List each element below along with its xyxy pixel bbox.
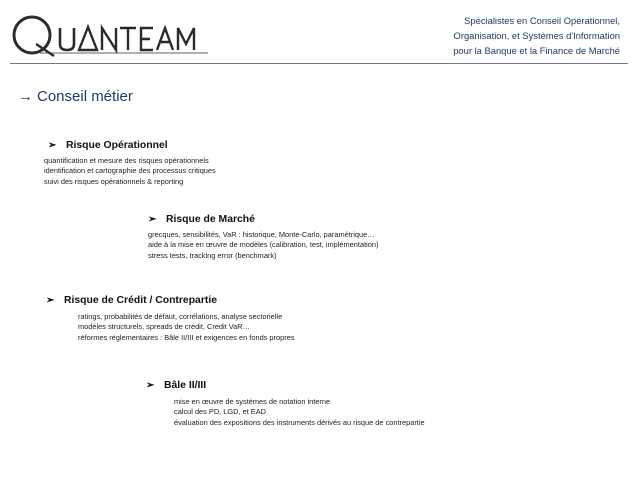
section-line: calcul des PD, LGD, et EAD [174,407,267,417]
section-risque-de-marche [148,212,378,261]
section-title-label: Risque de Crédit / Contrepartie [64,295,217,306]
header-divider [10,63,628,64]
arrow-bullet-icon: ➢ [48,140,57,151]
tagline-line: pour la Banque et la Finance de Marché [453,45,620,56]
section-title-label: Risque de Marché [166,214,255,225]
arrow-bullet-icon: ➢ [148,214,157,225]
section-line: stress tests, tracking error (benchmark) [148,250,277,260]
section-line: quantification et mesure des risques opérationnels [44,156,209,165]
section-risque-operationnel [44,138,216,187]
section-line: évaluation des expositions des instruments dérivés au risque de contrepartie [174,417,425,427]
section-line: réformes réglementaires : Bâle II/III et exigences en fonds propres [78,332,295,342]
arrow-bullet-icon: ➢ [146,380,155,391]
section-line: aide à la mise en œuvre de modèles (calibration, test, implémentation) [148,240,379,250]
section-risque-de-credit [46,293,295,343]
section-bale [146,378,425,428]
section-title [148,212,378,228]
arrow-right-icon: → [18,88,33,105]
section-title-label: Bâle II/III [164,380,207,391]
section-title-label: Risque Opérationnel [66,140,168,151]
section-lines [148,230,378,261]
section-line: identification et cartographie des processus critiques [44,166,216,176]
section-lines [174,397,425,428]
section-lines [44,156,216,187]
section-title [48,138,216,154]
section-line: suivi des risques opérationnels & reporting [44,176,184,186]
tagline-line: Organisation, et Systèmes d'Information [453,30,620,41]
section-lines [78,312,295,343]
section-line: mise en œuvre de systèmes de notation interne [174,397,331,406]
section-line: modèles structurels, spreads de crédit, Credit VaR… [78,322,250,332]
section-line: ratings, probabilités de défaut, corrélations, analyse sectorielle [78,312,283,321]
section-title [146,378,425,394]
arrow-bullet-icon: ➢ [46,295,55,306]
section-title [46,293,295,309]
page-heading [18,88,133,105]
quanteam-logo [10,6,210,62]
tagline [360,13,620,58]
tagline-line: Spécialistes en Conseil Opérationnel, [464,15,620,26]
section-line: grecques, sensibilités, VaR : historique, Monte-Carlo, paramétrique… [148,230,375,239]
page-heading-label: Conseil métier [37,88,133,105]
